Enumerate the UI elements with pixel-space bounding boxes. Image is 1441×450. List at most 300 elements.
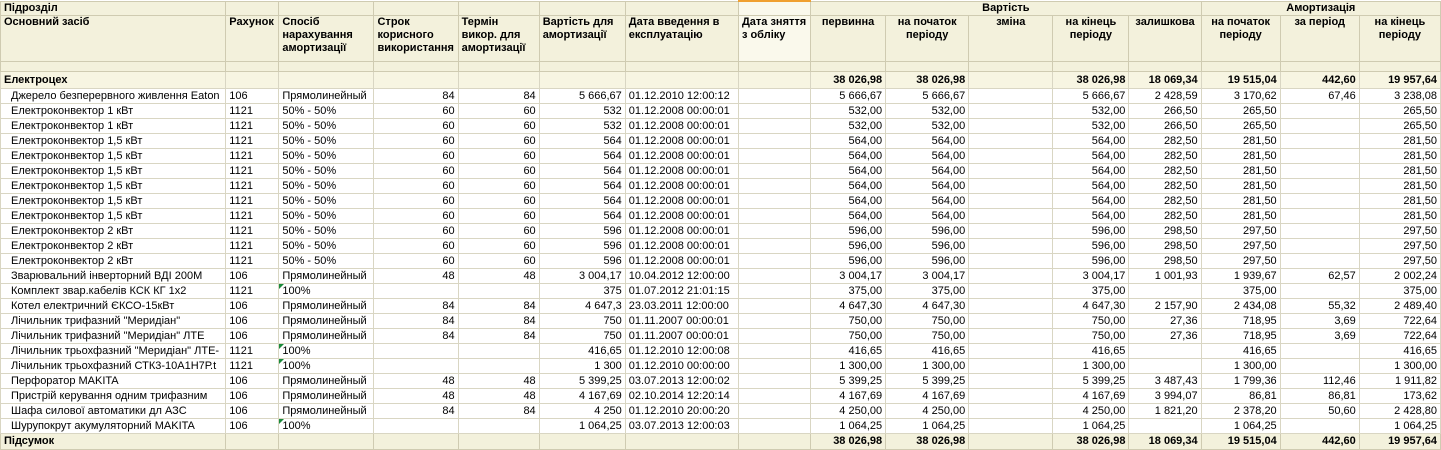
residual-cost: 282,50 (1129, 194, 1201, 209)
table-row[interactable] (1, 359, 1441, 374)
group-row[interactable]: Електроцех 38 026,98 38 026,98 38 026,98 18 069,34 19 515,04 442,60 19 957,64 (1, 72, 1441, 89)
col-amort-start[interactable]: на початок періоду (1201, 16, 1280, 62)
depr-term: 84 (458, 89, 539, 104)
start-cost: 596,00 (886, 254, 969, 269)
amort-period (1280, 149, 1359, 164)
depr-term: 60 (458, 209, 539, 224)
asset-name: Джерело безперервного живлення Eaton (1, 89, 226, 104)
table-row[interactable] (1, 254, 1441, 269)
end-cost: 564,00 (1053, 209, 1129, 224)
initial-cost: 3 004,17 (811, 269, 886, 284)
amort-end: 297,50 (1359, 239, 1440, 254)
start-cost: 5 666,67 (886, 89, 969, 104)
initial-cost: 4 647,30 (811, 299, 886, 314)
amort-end: 1 300,00 (1359, 359, 1440, 374)
asset-name: Перфоратор MAKITA (1, 374, 226, 389)
depr-cost: 5 399,25 (539, 374, 625, 389)
date-out (738, 359, 810, 374)
initial-cost: 532,00 (811, 119, 886, 134)
amort-start: 281,50 (1201, 149, 1280, 164)
col-useful-life[interactable]: Строк корисного використання (374, 16, 458, 62)
amort-end: 265,50 (1359, 104, 1440, 119)
depr-term: 60 (458, 104, 539, 119)
end-cost: 1 300,00 (1053, 359, 1129, 374)
subdivision-header: Підрозділ (1, 1, 226, 16)
change (969, 119, 1053, 134)
amort-start: 297,50 (1201, 239, 1280, 254)
initial-cost: 564,00 (811, 194, 886, 209)
col-change[interactable]: зміна (969, 16, 1053, 62)
initial-cost: 564,00 (811, 209, 886, 224)
method: 100% (279, 359, 374, 374)
col-date-in[interactable]: Дата введення в експлуатацію (625, 16, 738, 62)
group-name: Електроцех (1, 72, 226, 89)
col-account[interactable]: Рахунок (226, 16, 279, 62)
account: 106 (226, 389, 279, 404)
amort-end: 1 911,82 (1359, 374, 1440, 389)
col-initial[interactable]: первинна (811, 16, 886, 62)
asset-name: Лічильник трьохфазний "Меридіан" ЛТЕ- (1, 344, 226, 359)
depr-cost: 4 167,69 (539, 389, 625, 404)
table-row[interactable] (1, 374, 1441, 389)
date-in: 01.12.2008 00:00:01 (625, 164, 738, 179)
depr-cost: 596 (539, 254, 625, 269)
date-out (738, 299, 810, 314)
date-out (738, 329, 810, 344)
change (969, 344, 1053, 359)
start-cost: 596,00 (886, 224, 969, 239)
amort-start: 3 170,62 (1201, 89, 1280, 104)
amort-period (1280, 239, 1359, 254)
end-cost: 4 647,30 (1053, 299, 1129, 314)
depr-term: 48 (458, 269, 539, 284)
start-cost: 4 647,30 (886, 299, 969, 314)
depr-term (458, 344, 539, 359)
date-in: 01.12.2008 00:00:01 (625, 179, 738, 194)
account: 1121 (226, 284, 279, 299)
depr-term: 60 (458, 224, 539, 239)
date-out (738, 374, 810, 389)
useful-life (374, 359, 458, 374)
useful-life (374, 344, 458, 359)
amort-period (1280, 209, 1359, 224)
change (969, 389, 1053, 404)
table-row[interactable] (1, 239, 1441, 254)
method: 50% - 50% (279, 119, 374, 134)
change (969, 209, 1053, 224)
initial-cost: 1 300,00 (811, 359, 886, 374)
amort-period: 50,60 (1280, 404, 1359, 419)
table-row[interactable] (1, 164, 1441, 179)
amort-period (1280, 359, 1359, 374)
depr-term: 60 (458, 149, 539, 164)
useful-life: 60 (374, 194, 458, 209)
account: 106 (226, 314, 279, 329)
residual-cost (1129, 284, 1201, 299)
col-residual[interactable]: залишкова (1129, 16, 1201, 62)
depr-cost: 564 (539, 179, 625, 194)
table-row[interactable] (1, 269, 1441, 284)
method: 50% - 50% (279, 134, 374, 149)
date-out (738, 284, 810, 299)
date-in: 01.12.2008 00:00:01 (625, 224, 738, 239)
method: Прямолинейный (279, 329, 374, 344)
useful-life: 60 (374, 119, 458, 134)
amort-start: 281,50 (1201, 194, 1280, 209)
account: 106 (226, 299, 279, 314)
residual-cost: 1 821,20 (1129, 404, 1201, 419)
depr-cost: 750 (539, 314, 625, 329)
depr-cost: 596 (539, 239, 625, 254)
date-out (738, 164, 810, 179)
col-method[interactable]: Спосіб нарахування амортизації (279, 16, 374, 62)
change (969, 359, 1053, 374)
depr-term (458, 419, 539, 434)
amort-start: 1 799,36 (1201, 374, 1280, 389)
method: 50% - 50% (279, 209, 374, 224)
date-in: 03.07.2013 12:00:03 (625, 419, 738, 434)
col-depr-cost[interactable]: Вартість для амортизації (539, 16, 625, 62)
depr-term: 60 (458, 239, 539, 254)
depr-cost: 564 (539, 194, 625, 209)
asset-name: Комплект звар.кабелів КСК КГ 1х2 (1, 284, 226, 299)
amort-period (1280, 134, 1359, 149)
amort-period: 86,81 (1280, 389, 1359, 404)
residual-cost (1129, 419, 1201, 434)
table-row[interactable] (1, 299, 1441, 314)
initial-cost: 4 250,00 (811, 404, 886, 419)
initial-cost: 564,00 (811, 149, 886, 164)
end-cost: 564,00 (1053, 164, 1129, 179)
date-in: 23.03.2011 12:00:00 (625, 299, 738, 314)
amort-start: 281,50 (1201, 209, 1280, 224)
useful-life: 48 (374, 269, 458, 284)
col-end[interactable]: на кінець періоду (1053, 16, 1129, 62)
residual-cost (1129, 344, 1201, 359)
date-out (738, 239, 810, 254)
method: Прямолинейный (279, 314, 374, 329)
change (969, 254, 1053, 269)
date-out (738, 344, 810, 359)
change (969, 149, 1053, 164)
amort-start: 297,50 (1201, 254, 1280, 269)
date-in: 01.12.2008 00:00:01 (625, 104, 738, 119)
date-out (738, 104, 810, 119)
change (969, 134, 1053, 149)
date-out (738, 194, 810, 209)
amort-start: 281,50 (1201, 179, 1280, 194)
residual-cost: 2 428,59 (1129, 89, 1201, 104)
change (969, 329, 1053, 344)
asset-name: Лічильник трифазний "Меридіан" ЛТЕ (1, 329, 226, 344)
amort-end: 281,50 (1359, 149, 1440, 164)
residual-cost: 282,50 (1129, 179, 1201, 194)
account: 1121 (226, 239, 279, 254)
end-cost: 4 167,69 (1053, 389, 1129, 404)
date-out (738, 134, 810, 149)
amort-end: 281,50 (1359, 164, 1440, 179)
useful-life (374, 284, 458, 299)
asset-name: Котел електричний ЄКСО-15кВт (1, 299, 226, 314)
depr-cost: 4 647,3 (539, 299, 625, 314)
amort-end: 281,50 (1359, 179, 1440, 194)
change (969, 239, 1053, 254)
amort-start: 1 300,00 (1201, 359, 1280, 374)
end-cost: 4 250,00 (1053, 404, 1129, 419)
amort-end: 281,50 (1359, 134, 1440, 149)
method: 100% (279, 419, 374, 434)
initial-cost: 596,00 (811, 239, 886, 254)
asset-name: Електроконвектор 2 кВт (1, 254, 226, 269)
method: Прямолинейный (279, 89, 374, 104)
change (969, 299, 1053, 314)
useful-life: 84 (374, 314, 458, 329)
asset-name: Пристрій керування одним трифазним (1, 389, 226, 404)
asset-name: Лічильник трифазний "Меридіан" (1, 314, 226, 329)
asset-name: Шафа силової автоматики дл АЗС (1, 404, 226, 419)
asset-name: Електроконвектор 1,5 кВт (1, 149, 226, 164)
useful-life: 48 (374, 374, 458, 389)
amort-start: 265,50 (1201, 104, 1280, 119)
method: 50% - 50% (279, 239, 374, 254)
date-in: 02.10.2014 12:20:14 (625, 389, 738, 404)
depr-term: 48 (458, 374, 539, 389)
change (969, 104, 1053, 119)
depr-cost: 375 (539, 284, 625, 299)
amort-period (1280, 284, 1359, 299)
residual-cost: 266,50 (1129, 104, 1201, 119)
col-depr-term[interactable]: Термін викор. для амортизації (458, 16, 539, 62)
end-cost: 532,00 (1053, 104, 1129, 119)
depr-term: 60 (458, 134, 539, 149)
amort-start: 416,65 (1201, 344, 1280, 359)
date-out (738, 419, 810, 434)
table-row[interactable] (1, 209, 1441, 224)
account: 1121 (226, 194, 279, 209)
depr-cost: 1 300 (539, 359, 625, 374)
residual-cost: 282,50 (1129, 164, 1201, 179)
amort-end: 375,00 (1359, 284, 1440, 299)
useful-life: 60 (374, 239, 458, 254)
date-out (738, 389, 810, 404)
amort-start: 1 939,67 (1201, 269, 1280, 284)
table-row[interactable] (1, 119, 1441, 134)
change (969, 194, 1053, 209)
useful-life (374, 419, 458, 434)
asset-name: Електроконвектор 2 кВт (1, 239, 226, 254)
date-in: 01.12.2008 00:00:01 (625, 149, 738, 164)
method: Прямолинейный (279, 374, 374, 389)
amort-period: 112,46 (1280, 374, 1359, 389)
residual-cost: 3 994,07 (1129, 389, 1201, 404)
account: 1121 (226, 344, 279, 359)
method: 50% - 50% (279, 194, 374, 209)
start-cost: 564,00 (886, 164, 969, 179)
depr-term: 60 (458, 164, 539, 179)
start-cost: 1 064,25 (886, 419, 969, 434)
col-amort-end[interactable]: на кінець періоду (1359, 16, 1440, 62)
account: 106 (226, 269, 279, 284)
depr-term: 48 (458, 389, 539, 404)
table-row[interactable] (1, 224, 1441, 239)
col-amort-period[interactable]: за період (1280, 16, 1359, 62)
amort-end: 265,50 (1359, 119, 1440, 134)
account: 106 (226, 404, 279, 419)
account: 106 (226, 89, 279, 104)
start-cost: 5 399,25 (886, 374, 969, 389)
table-row[interactable] (1, 344, 1441, 359)
end-cost: 416,65 (1053, 344, 1129, 359)
useful-life: 48 (374, 389, 458, 404)
amort-end: 722,64 (1359, 314, 1440, 329)
method: 50% - 50% (279, 179, 374, 194)
start-cost: 4 250,00 (886, 404, 969, 419)
useful-life: 60 (374, 254, 458, 269)
depr-cost: 750 (539, 329, 625, 344)
table-row[interactable] (1, 329, 1441, 344)
asset-name: Зварювальний інверторний ВДІ 200М (1, 269, 226, 284)
method: Прямолинейный (279, 404, 374, 419)
residual-cost: 298,50 (1129, 224, 1201, 239)
date-in: 01.11.2007 00:00:01 (625, 314, 738, 329)
initial-cost: 750,00 (811, 314, 886, 329)
date-out (738, 404, 810, 419)
account: 1121 (226, 179, 279, 194)
amort-end: 2 489,40 (1359, 299, 1440, 314)
depr-term: 60 (458, 179, 539, 194)
change (969, 404, 1053, 419)
depr-cost: 564 (539, 209, 625, 224)
amort-period (1280, 119, 1359, 134)
account: 106 (226, 329, 279, 344)
depr-cost: 596 (539, 224, 625, 239)
initial-cost: 375,00 (811, 284, 886, 299)
table-row[interactable] (1, 179, 1441, 194)
account: 1121 (226, 254, 279, 269)
amort-period (1280, 344, 1359, 359)
col-start[interactable]: на початок періоду (886, 16, 969, 62)
col-fixed-asset[interactable]: Основний засіб (1, 16, 226, 62)
amort-start: 297,50 (1201, 224, 1280, 239)
residual-cost: 266,50 (1129, 119, 1201, 134)
depr-term (458, 359, 539, 374)
amort-end: 173,62 (1359, 389, 1440, 404)
method: Прямолинейный (279, 269, 374, 284)
start-cost: 564,00 (886, 209, 969, 224)
table-row[interactable] (1, 149, 1441, 164)
end-cost: 596,00 (1053, 254, 1129, 269)
account: 1121 (226, 209, 279, 224)
useful-life: 60 (374, 164, 458, 179)
end-cost: 750,00 (1053, 314, 1129, 329)
change (969, 419, 1053, 434)
asset-name: Електроконвектор 1,5 кВт (1, 179, 226, 194)
useful-life: 84 (374, 404, 458, 419)
depr-term: 84 (458, 314, 539, 329)
asset-name: Електроконвектор 1 кВт (1, 104, 226, 119)
depr-cost: 416,65 (539, 344, 625, 359)
table-row[interactable] (1, 404, 1441, 419)
asset-name: Електроконвектор 1,5 кВт (1, 194, 226, 209)
useful-life: 60 (374, 224, 458, 239)
end-cost: 564,00 (1053, 149, 1129, 164)
date-out (738, 179, 810, 194)
asset-name: Лічильник трьохфазний СТК3-10А1Н7Р.t (1, 359, 226, 374)
end-cost: 532,00 (1053, 119, 1129, 134)
amort-end: 281,50 (1359, 194, 1440, 209)
depr-term: 60 (458, 194, 539, 209)
end-cost: 375,00 (1053, 284, 1129, 299)
date-out (738, 149, 810, 164)
date-out (738, 254, 810, 269)
account: 1121 (226, 104, 279, 119)
start-cost: 1 300,00 (886, 359, 969, 374)
date-in: 01.12.2008 00:00:01 (625, 254, 738, 269)
col-date-out[interactable]: Дата зняття з обліку (738, 16, 810, 62)
amort-period (1280, 254, 1359, 269)
amort-start: 281,50 (1201, 164, 1280, 179)
start-cost: 596,00 (886, 239, 969, 254)
end-cost: 5 666,67 (1053, 89, 1129, 104)
residual-cost: 1 001,93 (1129, 269, 1201, 284)
end-cost: 3 004,17 (1053, 269, 1129, 284)
table-row[interactable] (1, 194, 1441, 209)
change (969, 89, 1053, 104)
amort-end: 1 064,25 (1359, 419, 1440, 434)
amort-start: 86,81 (1201, 389, 1280, 404)
amort-period: 62,57 (1280, 269, 1359, 284)
start-cost: 750,00 (886, 329, 969, 344)
account: 1121 (226, 164, 279, 179)
date-in: 01.12.2010 12:00:08 (625, 344, 738, 359)
table-row[interactable] (1, 89, 1441, 104)
end-cost: 564,00 (1053, 179, 1129, 194)
amort-start: 2 378,20 (1201, 404, 1280, 419)
amort-period (1280, 104, 1359, 119)
date-in: 01.12.2008 00:00:01 (625, 239, 738, 254)
method: 50% - 50% (279, 164, 374, 179)
total-row: Підсумок 38 026,98 38 026,98 38 026,98 18 069,34 19 515,04 442,60 19 957,64 (1, 434, 1441, 450)
date-in: 01.11.2007 00:00:01 (625, 329, 738, 344)
method: 50% - 50% (279, 149, 374, 164)
account: 106 (226, 374, 279, 389)
account: 1121 (226, 119, 279, 134)
table-row[interactable] (1, 314, 1441, 329)
initial-cost: 564,00 (811, 179, 886, 194)
depr-cost: 1 064,25 (539, 419, 625, 434)
end-cost: 596,00 (1053, 224, 1129, 239)
date-in: 01.12.2010 00:00:00 (625, 359, 738, 374)
method: 50% - 50% (279, 254, 374, 269)
end-cost: 564,00 (1053, 134, 1129, 149)
table-row[interactable] (1, 134, 1441, 149)
depr-cost: 564 (539, 164, 625, 179)
initial-cost: 596,00 (811, 254, 886, 269)
table-row[interactable] (1, 389, 1441, 404)
cost-group-header: Вартість (811, 1, 1202, 16)
table-row[interactable] (1, 284, 1441, 299)
amort-end: 2 428,80 (1359, 404, 1440, 419)
depr-cost: 532 (539, 119, 625, 134)
table-row[interactable] (1, 104, 1441, 119)
table-row[interactable] (1, 419, 1441, 434)
depr-cost: 564 (539, 134, 625, 149)
start-cost: 564,00 (886, 149, 969, 164)
initial-cost: 5 399,25 (811, 374, 886, 389)
amort-period (1280, 179, 1359, 194)
amort-end: 281,50 (1359, 209, 1440, 224)
method: 50% - 50% (279, 224, 374, 239)
